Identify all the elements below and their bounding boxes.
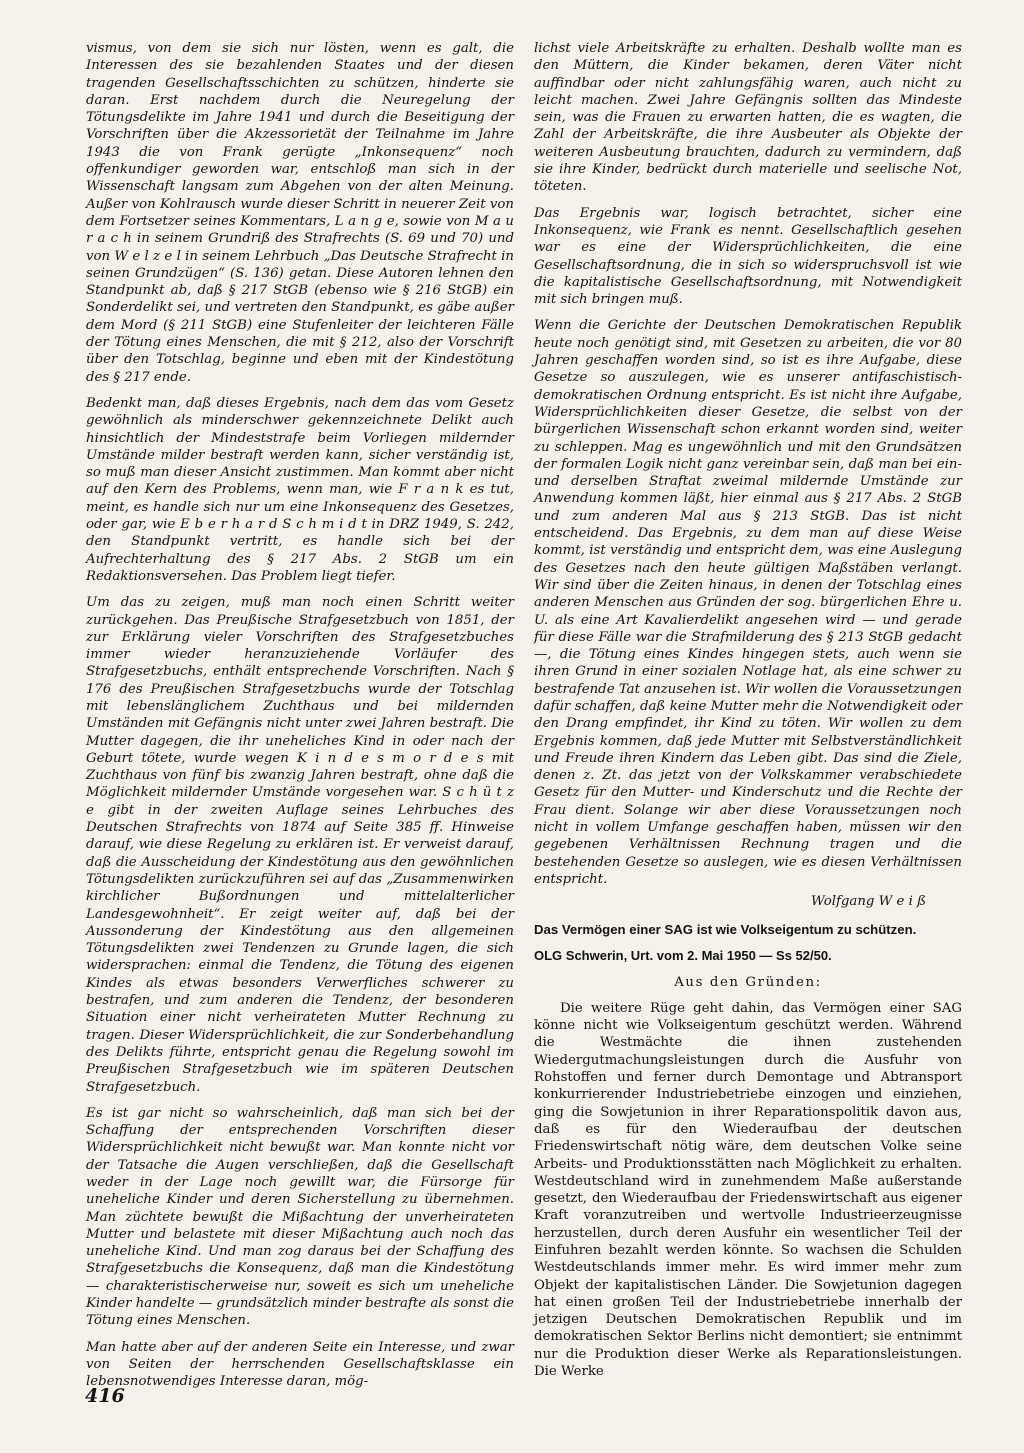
decision-body	[534, 1000, 962, 1381]
decision-headline: Das Vermögen einer SAG ist wie Volkseigentum zu schützen.	[534, 921, 917, 937]
left-column	[86, 40, 514, 1400]
paragraph: Wenn die Gerichte der Deutschen Demokratischen Republik heute noch genötigt sind, mit Gesetzen zu arbeiten, die vor 80 Jahren geschaffen worden sind, so ist es ihre Aufgabe, diese Gesetze so auszulegen, wie es unserer antifaschistisch-demokratischen Ordnung entspricht. Es ist nicht ihre Aufgabe, Widersprüchlichkeiten dieser Gesetze, die selbst von der bürgerlichen Wissenschaft schon erkannt worden sind, weiter zu schleppen. Mag es ungewöhnlich und mit den Grundsätzen der formalen Logik nicht ganz vereinbar sein, daß man bei ein- und derselben Straftat zweimal mildernde Umstände zur Anwendung kommen läßt, hier einmal aus § 217 Abs. 2 StGB und zum anderen Mal aus § 213 StGB. Das ist nicht entscheidend. Das Ergebnis, zu dem man auf diese Weise kommt, ist verständig und entspricht dem, was eine Auslegung des Gesetzes nach den heute gültigen Maßstäben verlangt. Wir sind über die Zeiten hinaus, in denen der Totschlag eines anderen Menschen aus Gründen der sog. bürgerlichen Ehre u. U. als eine Art Kavalierdelikt angesehen wird — und gerade für diese Fälle war die Strafmilderung des § 213 StGB gedacht —, die Tötung eines Kindes hingegen stets, auch wenn sie ihren Grund in einer sozialen Notlage hat, als eine schwer zu bestrafende Tat anzusehen ist. Wir wollen die Voraussetzungen dafür schaffen, daß keine Mutter mehr die Notwendigkeit oder den Drang empfindet, ihr Kind zu töten. Wir wollen zu dem Ergebnis kommen, daß jede Mutter mit Selbstverständlichkeit und Freude ihren Kindern das Leben gibt. Das sind die Ziele, denen z. Zt. das jetzt von der Volkskammer verabschiedete Gesetz für den Mutter- und Kinderschutz und die Rechte der Frau dient. Solange wir aber diese Voraussetzungen noch nicht in vollem Umfange geschaffen haben, müssen wir den gegebenen Verhältnissen Rechnung tragen und die bestehenden Gesetze so auslegen, wie es diesen Verhältnissen entspricht.	[534, 318, 962, 887]
paragraph: Es ist gar nicht so wahrscheinlich, daß man sich bei der Schaffung der entsprechenden Vorschriften dieser Widersprüchlichkeit nicht bewußt war. Man konnte nicht vor der Tatsache die Augen verschließen, daß die Gesellschaft weder in der Lage noch gewillt war, die Fürsorge für uneheliche Kinder und deren Sicherstellung zu übernehmen. Man züchtete bewußt die Mißachtung der unverheirateten Mutter und belastete mit dieser Mißachtung auch noch das uneheliche Kind. Und man zog daraus bei der Schaffung des Strafgesetzbuchs die Konsequenz, daß man die Kindestötung — charakteristischerweise nur, soweit es sich um uneheliche Kinder handelte — grundsätzlich minder bestrafte als sonst die Tötung eines Menschen.	[86, 1105, 514, 1329]
page-number: 416	[85, 1385, 125, 1407]
paragraph: lichst viele Arbeitskräfte zu erhalten. Deshalb wollte man es den Müttern, die Kinder bekamen, deren Väter nicht auffindbar oder nicht zahlungsfähig waren, auch nicht zu leicht machen. Zwei Jahre Gefängnis sollten das Mindeste sein, was die Frauen zu erwarten hatten, die es wagten, die Zahl der Arbeitskräfte, die ihre Ausbeuter als Objekte der weiteren Ausbeutung brauchten, dadurch zu vermindern, daß sie ihre Kinder, bedrückt durch materielle und seelische Not, töteten.	[534, 41, 962, 195]
grounds-subheading: Aus den Gründen:	[674, 974, 822, 990]
court-citation: OLG Schwerin, Urt. vom 2. Mai 1950 — Ss 52/50.	[534, 947, 832, 963]
paragraph: Um das zu zeigen, muß man noch einen Schritt weiter zurückgehen. Das Preußische Strafgesetzbuch von 1851, der zur Erklärung vieler Vorschriften des Strafgesetzbuches immer wieder heranzuziehende Vorläufer des Strafgesetzbuchs, enthält entsprechende Vorschriften. Nach § 176 des Preußischen Strafgesetzbuchs wurde der Totschlag mit lebenslänglichem Zuchthaus und bei mildernden Umständen mit Gefängnis nicht unter zwei Jahren bestraft. Die Mutter dagegen, die ihr uneheliches Kind in oder nach der Geburt tötete, wurde wegen K i n d e s m o r d e s mit Zuchthaus von fünf bis zwanzig Jahren bestraft, ohne daß die Möglichkeit mildernder Umstände vorgesehen war. S c h ü t z e gibt in der zweiten Auflage seines Lehrbuches des Deutschen Strafrechts von 1874 auf Seite 385 ff. Hinweise darauf, wie diese Regelung zu erklären ist. Er verweist darauf, daß die Ausscheidung der Kindestötung aus den gewöhnlichen Tötungsdelikten zurückzuführen sei auf das „Zusammenwirken kirchlicher Bußordnungen und mittelalterlicher Landesgewohnheit“. Er zeigt weiter auf, daß bei der Aussonderung der Kindestötung aus den allgemeinen Tötungsdelikten zwei Tendenzen zu Grunde lagen, die sich widersprachen: einmal die Tendenz, die Tötung des eigenen Kindes als etwas besonders Verwerfliches schwerer zu bestrafen, und zum anderen die Tendenz, der besonderen Situation einer nicht verheirateten Mutter Rechnung zu tragen. Dieser Widersprüchlichkeit, die zur Sonderbehandlung des Delikts führte, entspricht genau die Regelung sowohl im Preußischen Strafgesetzbuch wie im späteren Deutschen Strafgesetzbuch.	[86, 595, 514, 1095]
author-signature: Wolfgang W e i ß	[810, 894, 926, 910]
paragraph: Man hatte aber auf der anderen Seite ein Interesse, und zwar von Seiten der herrschenden Gesellschaftsklasse ein lebensnotwendiges Interesse daran, mög-	[86, 1339, 514, 1390]
paragraph: Bedenkt man, daß dieses Ergebnis, nach dem das vom Gesetz gewöhnlich als minderschwer gekennzeichnete Delikt auch hinsichtlich der Mindeststrafe beim Vorliegen mildernder Umstände milder bestraft werden kann, sicher verständig ist, so muß man dieser Ansicht zustimmen. Man kommt aber nicht auf den Kern des Problems, wenn man, wie F r a n k es tut, meint, es handle sich nur um eine Inkonsequenz des Gesetzes, oder gar, wie E b e r h a r d S c h m i d t in DRZ 1949, S. 242, den Standpunkt vertritt, es handle sich bei der Aufrechterhaltung des § 217 Abs. 2 StGB um ein Redaktionsversehen. Das Problem liegt tiefer.	[86, 395, 514, 584]
paragraph: Das Ergebnis war, logisch betrachtet, sicher eine Inkonsequenz, wie Frank es nennt. Gesellschaftlich gesehen war es eine der Widersprüchlichkeiten, die eine Gesellschaftsordnung, die in sich so widerspruchsvoll ist wie die kapitalistische Gesellschaftsordnung, mit Notwendigkeit mit sich bringen muß.	[534, 205, 962, 308]
paragraph: Die weitere Rüge geht dahin, das Vermögen einer SAG könne nicht wie Volkseigentum geschützt werden. Während die Westmächte die ihnen zustehenden Wiedergutmachungsleistungen durch die Ausfuhr von Rohstoffen und ferner durch Demontage und Abtransport konkurrierender Industriebetriebe einzogen und einziehen, ging die Sowjetunion in ihrer Reparationspolitik davon aus, daß es für den Wiederaufbau der deutschen Friedenswirtschaft nötig wäre, dem deutschen Volke seine Arbeits- und Produktionsstätten nach Möglichkeit zu erhalten. Westdeutschland wird in zunehmendem Maße außerstande gesetzt, den Wiederaufbau der Friedenswirtschaft aus eigener Kraft voranzutreiben und wertvolle Industrieerzeugnisse herzustellen, durch deren Ausfuhr ein wesentlicher Teil der Einfuhren bezahlt werden könnte. So wachsen die Schulden Westdeutschlands immer mehr. Es wird immer mehr zum Objekt der kapitalistischen Länder. Die Sowjetunion dagegen hat einen großen Teil der Industriebetriebe innerhalb der jetzigen Deutschen Demokratischen Republik und im demokratischen Sektor Berlins nicht demontiert; sie entnimmt nur die Produktion dieser Werke als Reparationsleistungen. Die Werke	[534, 1000, 962, 1380]
paragraph: vismus, von dem sie sich nur lösten, wenn es galt, die Interessen des sie bezahlenden Staates und der diesen tragenden Gesellschaftsschichten zu schützen, hinderte sie daran. Erst nachdem durch die Neuregelung der Tötungsdelikte im Jahre 1941 und durch die Beseitigung der Vorschriften über die Akzessorietät der Teilnahme im Jahre 1943 die von Frank gerügte „Inkonsequenz“ noch offenkundiger geworden war, entschloß man sich in der Wissenschaft langsam zum Abgehen von der alten Meinung. Außer von Kohlrausch wurde dieser Schritt in neuerer Zeit von dem Fortsetzer seines Kommentars, L a n g e, sowie von M a u r a c h in seinem Grundriß des Strafrechts (S. 69 und 70) und von W e l z e l in seinem Lehrbuch „Das Deutsche Strafrecht in seinen Grundzügen“ (S. 136) getan. Diese Autoren lehnen den Standpunkt ab, daß § 217 StGB (ebenso wie § 216 StGB) ein Sonderdelikt sei, und vertreten den Standpunkt, es gäbe außer dem Mord (§ 211 StGB) eine Stufenleiter der leichteren Fälle der Tötung eines Menschen, die mit § 212, also der Vorschrift über den Totschlag, beginne und eben mit der Kindestötung des § 217 ende.	[86, 41, 514, 385]
right-column	[534, 40, 962, 1380]
essay-continuation	[534, 40, 962, 911]
